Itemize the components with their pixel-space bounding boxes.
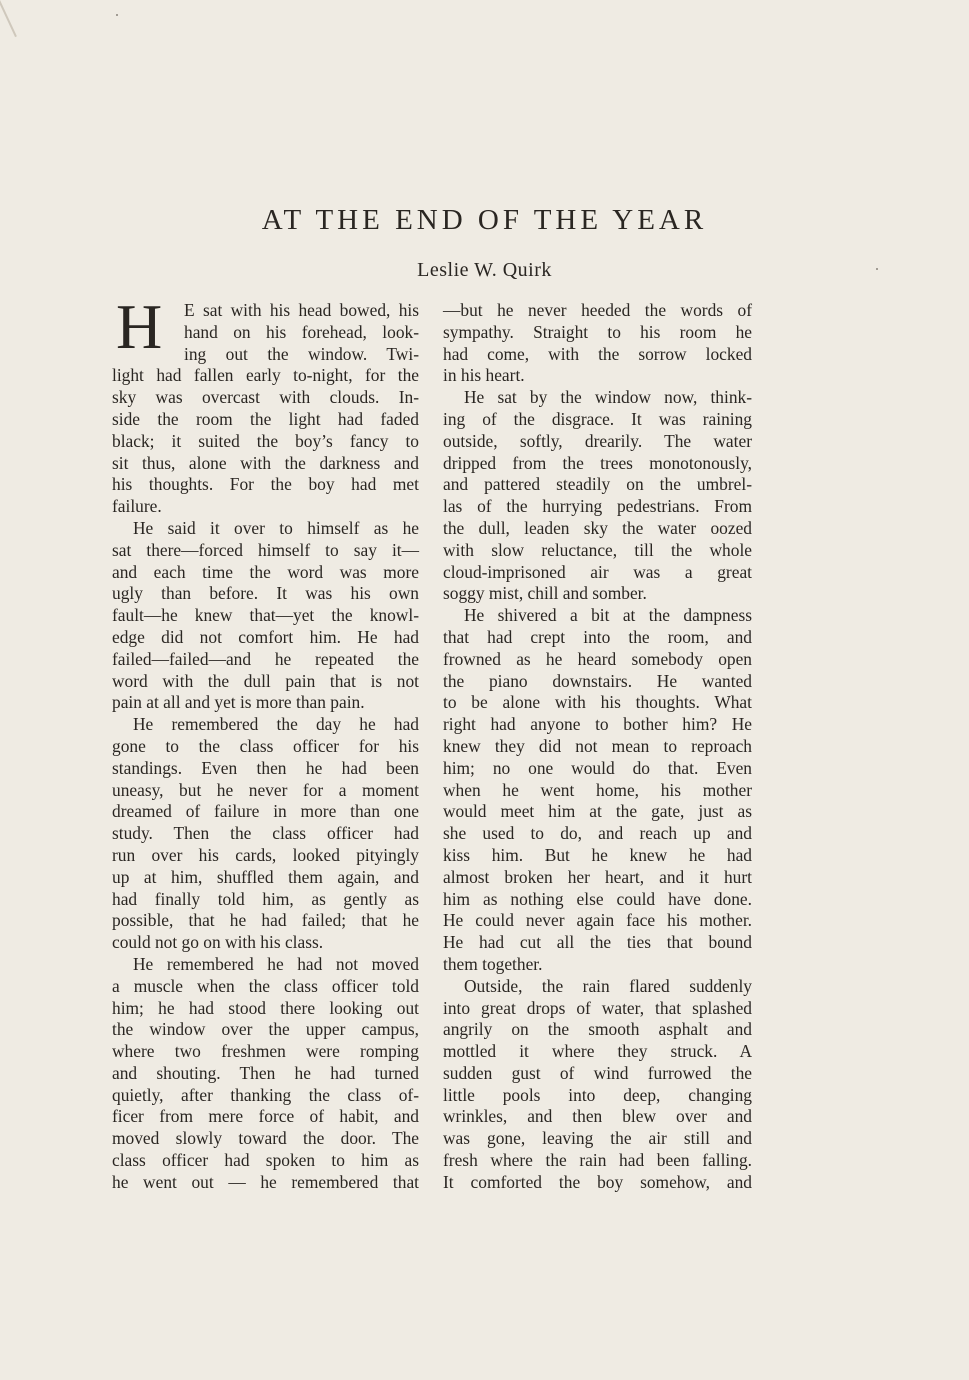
text-line: failed—failed—and he repeated the xyxy=(112,648,419,669)
text-line: mottled it where they struck. A xyxy=(443,1041,752,1062)
text-line: standings. Even then he had been xyxy=(112,757,419,778)
text-line: the window over the upper campus, xyxy=(112,1019,419,1040)
text-line: had finally told him, as gently as xyxy=(112,888,419,909)
text-line: ficer from mere force of habit, and xyxy=(112,1106,419,1127)
text-line: she used to do, and reach up and xyxy=(443,823,752,844)
right-column xyxy=(443,300,752,1194)
text-line: and each time the word was more xyxy=(112,561,419,582)
text-line: up at him, shuffled them again, and xyxy=(112,866,419,887)
text-line: las of the hurrying pedestrians. From xyxy=(443,496,752,517)
text-line: Outside, the rain flared suddenly xyxy=(464,975,752,996)
article-title: AT THE END OF THE YEAR xyxy=(261,204,708,236)
text-line: soggy mist, chill and somber. xyxy=(443,583,647,604)
text-line: class officer had spoken to him as xyxy=(112,1150,419,1171)
text-line: black; it suited the boy’s fancy to xyxy=(112,430,419,451)
text-line: cloud-imprisoned air was a great xyxy=(443,561,752,582)
text-line: He had cut all the ties that bound xyxy=(443,932,752,953)
text-line: angrily on the smooth asphalt and xyxy=(443,1019,752,1040)
text-line: sit thus, alone with the darkness and xyxy=(112,452,419,473)
text-line: almost broken her heart, and it hurt xyxy=(443,866,752,887)
text-line: dreamed of failure in more than one xyxy=(112,801,419,822)
text-line: study. Then the class officer had xyxy=(112,823,419,844)
text-line: that had crept into the room, and xyxy=(443,626,752,647)
text-line: into great drops of water, that splashed xyxy=(443,997,752,1018)
text-line: the piano downstairs. He wanted xyxy=(443,670,752,691)
right-column-text xyxy=(443,300,752,1194)
article-author: Leslie W. Quirk xyxy=(417,259,552,281)
text-line: fresh where the rain had been falling. xyxy=(443,1150,752,1171)
text-line: hand on his forehead, look- xyxy=(184,321,419,342)
text-line: run over his cards, looked pityingly xyxy=(112,844,419,865)
text-line: He remembered the day he had xyxy=(133,714,419,735)
text-line: them together. xyxy=(443,953,543,974)
text-line: possible, that he had failed; that he xyxy=(112,910,419,931)
text-line: him; he had stood there looking out xyxy=(112,997,419,1018)
text-line: in his heart. xyxy=(443,365,525,386)
text-line: edge did not comfort him. He had xyxy=(112,626,419,647)
text-line: He sat by the window now, think- xyxy=(464,387,752,408)
text-line: little pools into deep, changing xyxy=(443,1084,752,1105)
text-line: he went out — he remembered that xyxy=(112,1171,419,1192)
text-line: —but he never heeded the words of xyxy=(443,300,752,320)
text-line: to be alone with his thoughts. What xyxy=(443,692,752,713)
text-line: wrinkles, and then blew over and xyxy=(443,1106,752,1127)
text-line: with slow reluctance, till the whole xyxy=(443,539,752,560)
text-line: sky was overcast with clouds. In- xyxy=(112,387,419,408)
text-line: frowned as he heard somebody open xyxy=(443,648,752,669)
text-line: sat there—forced himself to say it— xyxy=(112,539,419,560)
text-line: could not go on with his class. xyxy=(112,932,324,953)
page-corner-mark xyxy=(0,0,17,37)
text-line: was gone, leaving the air still and xyxy=(443,1128,752,1149)
text-line: light had fallen early to-night, for the xyxy=(112,365,419,386)
text-line: a muscle when the class officer told xyxy=(112,975,419,996)
text-line: outside, softly, drearily. The water xyxy=(443,430,752,451)
text-line: gone to the class officer for his xyxy=(112,735,419,756)
paper-speck xyxy=(116,14,118,16)
text-line: right had anyone to bother him? He xyxy=(443,714,752,735)
text-line: dripped from the trees monotonously, xyxy=(443,452,752,473)
text-line: when he went home, his mother xyxy=(443,779,752,800)
text-line: It comforted the boy somehow, and xyxy=(443,1171,752,1192)
text-line: and pattered steadily on the umbrel- xyxy=(443,474,752,495)
text-line: sympathy. Straight to his room he xyxy=(443,321,752,342)
text-line: He said it over to himself as he xyxy=(133,517,419,538)
text-line: knew they did not mean to reproach xyxy=(443,735,752,756)
text-line: E sat with his head bowed, his xyxy=(184,300,419,320)
text-line: ing out the window. Twi- xyxy=(184,343,419,364)
text-line: the dull, leaden sky the water oozed xyxy=(443,517,752,538)
text-line: side the room the light had faded xyxy=(112,408,419,429)
text-line: his thoughts. For the boy had met xyxy=(112,474,419,495)
text-line: pain at all and yet is more than pain. xyxy=(112,692,365,713)
text-line: had come, with the sorrow locked xyxy=(443,343,752,364)
text-line: would meet him at the gate, just as xyxy=(443,801,752,822)
drop-cap: H xyxy=(116,291,163,362)
opening-paragraph-start xyxy=(112,291,419,365)
text-line: He remembered he had not moved xyxy=(133,953,419,974)
text-line: him; no one would do that. Even xyxy=(443,757,752,778)
left-column xyxy=(112,291,419,1194)
text-line: where two freshmen were romping xyxy=(112,1041,419,1062)
text-line: He shivered a bit at the dampness xyxy=(464,605,752,626)
text-line: quietly, after thanking the class of- xyxy=(112,1084,419,1105)
text-line: failure. xyxy=(112,496,162,517)
text-line: sudden gust of wind furrowed the xyxy=(443,1062,752,1083)
text-line: fault—he knew that—yet the knowl- xyxy=(112,605,419,626)
text-line: He could never again face his mother. xyxy=(443,910,752,931)
text-line: ing of the disgrace. It was raining xyxy=(443,408,752,429)
text-line: ugly than before. It was his own xyxy=(112,583,419,604)
text-line: kiss him. But he knew he had xyxy=(443,844,752,865)
text-line: and shouting. Then he had turned xyxy=(112,1062,419,1083)
text-line: him as nothing else could have done. xyxy=(443,888,752,909)
text-line: moved slowly toward the door. The xyxy=(112,1128,419,1149)
left-column-text xyxy=(112,365,419,1193)
text-line: word with the dull pain that is not xyxy=(112,670,419,691)
text-line: uneasy, but he never for a moment xyxy=(112,779,419,800)
